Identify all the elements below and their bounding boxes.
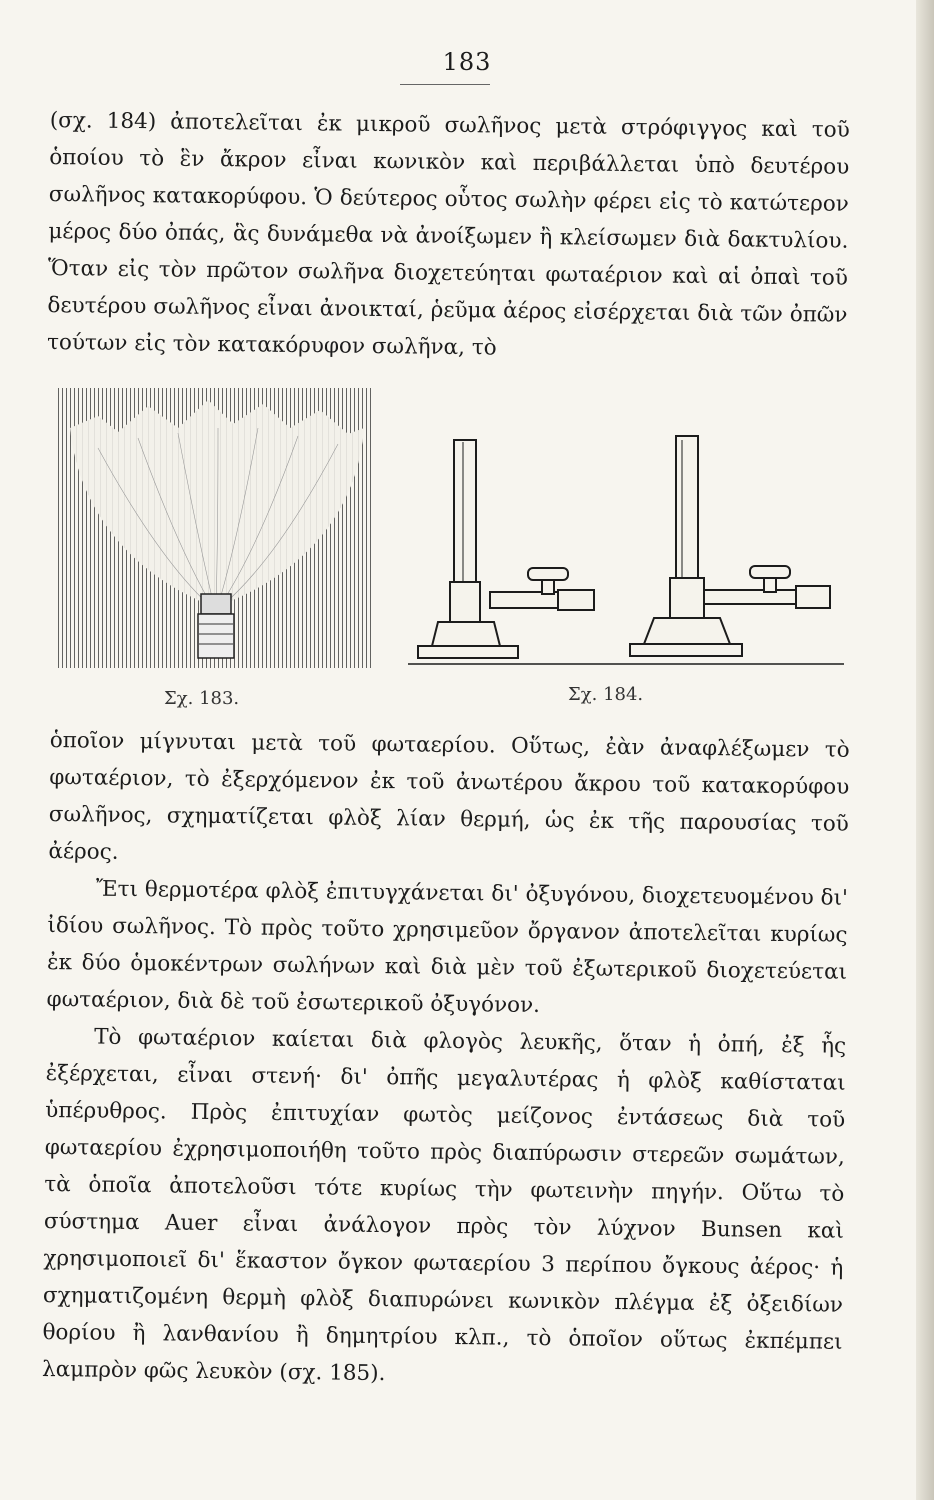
- figure-184-caption: Σχ. 184.: [568, 684, 644, 705]
- paragraph-top-text: (σχ. 184) ἀποτελεῖται ἐκ μικροῦ σωλῆνος μετὰ στρόφιγγος καὶ τοῦ ὁποίου τὸ ἓν ἄκρον εἶναι κωνικὸν καὶ περιβάλλεται ὑπὸ δευτέρου σωλῆνος κατακορύφου. Ὁ δεύτερος οὗτος σωλὴν φέρει εἰς τὸ κατώτερον μέρος δύο ὀπάς, ἃς δυνάμεθα νὰ ἀνοίξωμεν ἢ κλείσωμεν διὰ δακτυλίου. Ὅταν εἰς τὸν πρῶτον σωλῆνα διοχετεύηται φωταέριον καὶ αἱ ὀπαὶ τοῦ δευτέρου σωλῆνος εἶναι ἀνοικταί, ῥεῦμα ἀέρος εἰσέρχεται διὰ τῶν ὀπῶν τούτων εἰς τὸν κατακόρυφον σωλῆνα, τὸ: [46, 107, 850, 361]
- paragraph-continued-block: [42, 722, 850, 1398]
- page-number: 183: [442, 48, 492, 76]
- page-edge: [916, 0, 934, 1500]
- bunsen-burners-figure: [408, 432, 848, 670]
- figure-183-caption: Σχ. 183.: [164, 688, 240, 709]
- paragraph-top: [47, 102, 850, 371]
- page-number-rule: [400, 84, 490, 85]
- mantle-engraving-figure: [58, 388, 372, 668]
- paragraph-auer: Τὸ φωταέριον καίεται διὰ φλογὸς λευκῆς, ὅταν ἡ ὀπή, ἐξ ἧς ἐξέρχεται, εἶναι στενή· δι' ὀπῆς μεγαλυτέρας ἡ φλὸξ καθίσταται ὑπέρυθρος. Πρὸς ἐπιτυχίαν φωτὸς μείζονος ἐντάσεως διὰ τοῦ φωταερίου ἐχρησιμοποιήθη τοῦτο πρὸς διαπύρωσιν στερεῶν σωμάτων, τὰ ὁποῖα ἀποτελοῦσι τότε κυρίως τὴν φωτεινὴν πηγήν. Οὕτω τὸ σύστημα Auer εἶναι ἀνάλογον πρὸς τὸν λύχνον Bunsen καὶ χρησιμοποιεῖ δι' ἕκαστον ὄγκον φωταερίου 3 περίπου ὄγκους ἀέρος· ἡ σχηματιζομένη θερμὴ φλὸξ διαπυρώνει κωνικὸν πλέγμα ἐξ ὀξειδίων θορίου ἢ λανθανίου ἢ δημητρίου κλπ., τὸ ὁποῖον οὕτως ἐκπέμπει λαμπρὸν φῶς λευκὸν (σχ. 185).: [41, 1024, 847, 1387]
- paragraph-continued: ὁποῖον μίγνυται μετὰ τοῦ φωταερίου. Οὕτως, ἐὰν ἀναφλέξωμεν τὸ φωταέριον, τὸ ἐξερχόμενον ἐκ τοῦ ἀνωτέρου ἄκρου τοῦ κατακορύφου σωλῆνος, σχηματίζεται φλὸξ λίαν θερμή, ὡς ἐκ τῆς παρουσίας τοῦ ἀέρος.: [48, 727, 850, 865]
- paragraph-oxygen: Ἔτι θερμοτέρα φλὸξ ἐπιτυγχάνεται δι' ὀξυγόνου, διοχετευομένου δι' ἰδίου σωλῆνος. Τὸ πρὸς τοῦτο χρησιμεῦον ὄργανον ἀποτελεῖται κυρίως ἐκ δύο ὁμοκέντρων σωλήνων καὶ διὰ μὲν τοῦ ἐξωτερικοῦ διοχετεύεται φωταέριον, διὰ δὲ τοῦ ἐσωτερικοῦ ὀξυγόνον.: [46, 876, 849, 1019]
- figures-row: [58, 388, 848, 708]
